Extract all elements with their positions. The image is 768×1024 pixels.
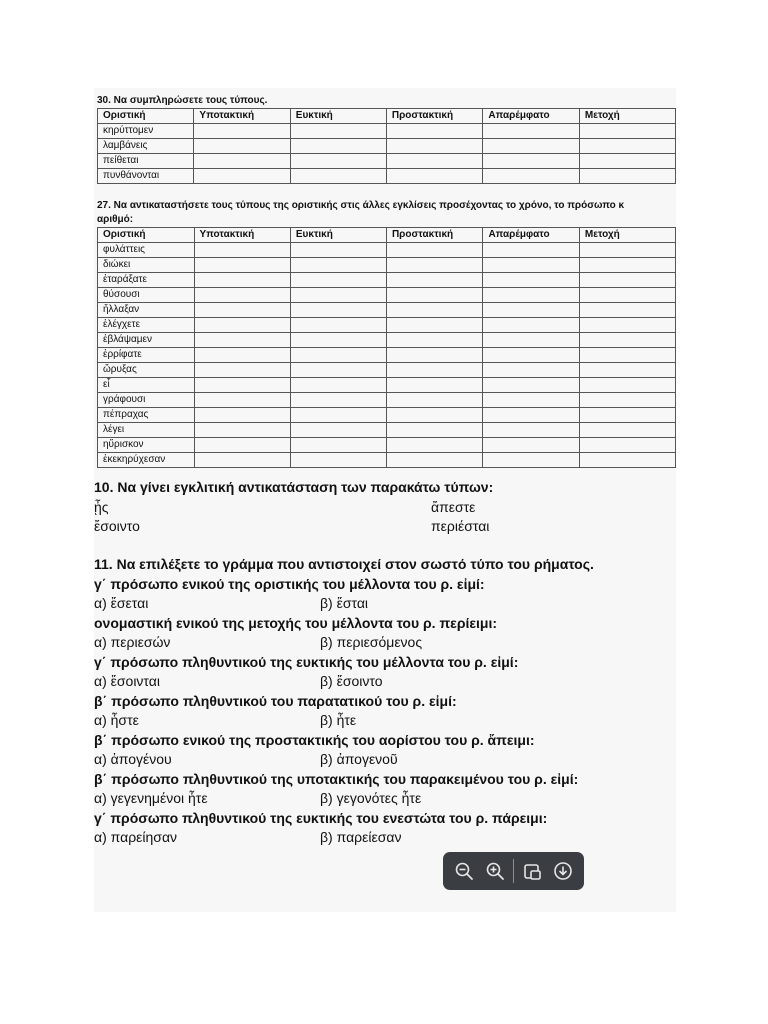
blank-answer-cell xyxy=(483,453,579,468)
blank-answer-cell xyxy=(290,139,386,154)
table-row xyxy=(98,423,676,438)
blank-answer-cell xyxy=(386,423,482,438)
blank-answer-cell xyxy=(483,408,579,423)
download-icon xyxy=(553,861,573,881)
blank-answer-cell xyxy=(579,243,675,258)
blank-answer-cell xyxy=(290,318,386,333)
blank-answer-cell xyxy=(194,154,290,169)
verb-form-cell: πέπραχας xyxy=(98,408,195,423)
blank-answer-cell xyxy=(386,348,482,363)
blank-answer-cell xyxy=(290,423,386,438)
table-header-cell: Ευκτική xyxy=(290,109,386,124)
blank-answer-cell xyxy=(579,423,675,438)
ex11-question: γ΄ πρόσωπο πληθυντικού της ευκτικής του μέλλοντα του ρ. εἰμί: xyxy=(94,654,519,670)
ex11-question: γ΄ πρόσωπο ενικού της οριστικής του μέλλοντα του ρ. εἰμί: xyxy=(94,576,485,592)
ex11-question: γ΄ πρόσωπο πληθυντικού της ευκτικής του ενεστώτα του ρ. πάρειμι: xyxy=(94,810,548,826)
blank-answer-cell xyxy=(483,243,579,258)
blank-answer-cell xyxy=(194,378,290,393)
blank-answer-cell xyxy=(386,393,482,408)
table-row xyxy=(98,333,676,348)
blank-answer-cell xyxy=(483,124,580,139)
blank-answer-cell xyxy=(194,273,290,288)
ex10-left-1: ᾖς xyxy=(94,499,109,515)
blank-answer-cell xyxy=(290,378,386,393)
verb-form-cell: πείθεται xyxy=(98,154,194,169)
exercise-27-title-line2: αριθμό: xyxy=(97,214,134,225)
table-row xyxy=(98,169,676,184)
ex11-option-a: α) παρείησαν xyxy=(94,829,178,845)
ex10-left-2: ἔσοιντο xyxy=(94,518,140,534)
blank-answer-cell xyxy=(194,124,290,139)
exercise-10-title: 10. Να γίνει εγκλιτική αντικατάσταση των παρακάτω τύπων: xyxy=(94,479,494,495)
blank-answer-cell xyxy=(386,124,483,139)
table-header-cell: Μετοχή xyxy=(579,228,675,243)
blank-answer-cell xyxy=(194,423,290,438)
blank-answer-cell xyxy=(483,378,579,393)
ex11-option-a: α) ἔσεται xyxy=(94,595,149,611)
zoom-out-icon xyxy=(454,861,474,881)
verb-form-cell: λαμβάνεις xyxy=(98,139,194,154)
ex11-option-b: β) γεγονότες ἦτε xyxy=(320,790,422,806)
download-button[interactable] xyxy=(550,858,576,884)
blank-answer-cell xyxy=(386,333,482,348)
blank-answer-cell xyxy=(483,303,579,318)
blank-answer-cell xyxy=(290,273,386,288)
blank-answer-cell xyxy=(483,438,579,453)
ex11-option-a: α) ἔσοινται xyxy=(94,673,160,689)
blank-answer-cell xyxy=(579,139,675,154)
table-header-cell: Απαρέμφατο xyxy=(483,228,579,243)
blank-answer-cell xyxy=(483,348,579,363)
table-header-cell: Υποτακτική xyxy=(194,109,290,124)
verb-form-cell: ὤρυξας xyxy=(98,363,195,378)
blank-answer-cell xyxy=(579,453,675,468)
blank-answer-cell xyxy=(579,318,675,333)
blank-answer-cell xyxy=(194,453,290,468)
ex11-question: β΄ πρόσωπο ενικού της προστακτικής του αορίστου του ρ. ἄπειμι: xyxy=(94,732,535,748)
blank-answer-cell xyxy=(386,318,482,333)
table-row xyxy=(98,243,676,258)
blank-answer-cell xyxy=(579,393,675,408)
ex11-option-a: α) γεγενημένοι ἦτε xyxy=(94,790,208,806)
verb-form-cell: φυλάττεις xyxy=(98,243,195,258)
verb-form-cell: γράφουσι xyxy=(98,393,195,408)
table-row xyxy=(98,273,676,288)
blank-answer-cell xyxy=(194,258,290,273)
verb-form-cell: κηρύττομεν xyxy=(98,124,194,139)
document-page xyxy=(94,88,676,912)
ex11-option-b: β) παρείεσαν xyxy=(320,829,402,845)
blank-answer-cell xyxy=(386,139,483,154)
verb-form-cell: ἤλλαξαν xyxy=(98,303,195,318)
blank-answer-cell xyxy=(386,288,482,303)
verb-form-cell: πυνθάνονται xyxy=(98,169,194,184)
exercise-30-title: 30. Να συμπληρώσετε τους τύπους. xyxy=(97,95,268,106)
exercise-27-title-line1: 27. Να αντικαταστήσετε τους τύπους της οριστικής στις άλλες εγκλίσεις προσέχοντας το χρόνο, το πρόσωπο κ xyxy=(97,200,625,211)
table-row xyxy=(98,258,676,273)
blank-answer-cell xyxy=(194,393,290,408)
table-header-cell: Οριστική xyxy=(98,228,195,243)
table-row xyxy=(98,363,676,378)
blank-answer-cell xyxy=(386,363,482,378)
blank-answer-cell xyxy=(290,124,386,139)
blank-answer-cell xyxy=(579,408,675,423)
blank-answer-cell xyxy=(290,258,386,273)
blank-answer-cell xyxy=(579,333,675,348)
blank-answer-cell xyxy=(194,438,290,453)
blank-answer-cell xyxy=(386,378,482,393)
ex11-option-a: α) περιεσών xyxy=(94,634,171,650)
blank-answer-cell xyxy=(579,378,675,393)
blank-answer-cell xyxy=(194,333,290,348)
table-header-cell: Οριστική xyxy=(98,109,194,124)
blank-answer-cell xyxy=(579,273,675,288)
toolbar-divider xyxy=(513,859,514,883)
table-header-cell: Προστακτική xyxy=(386,228,482,243)
exercise-27-table xyxy=(97,227,676,468)
ex11-option-a: α) ἦστε xyxy=(94,712,139,728)
verb-form-cell: ἐκεκηρύχεσαν xyxy=(98,453,195,468)
verb-form-cell: εἶ xyxy=(98,378,195,393)
blank-answer-cell xyxy=(290,348,386,363)
blank-answer-cell xyxy=(290,408,386,423)
table-row xyxy=(98,348,676,363)
blank-answer-cell xyxy=(483,423,579,438)
viewer-toolbar xyxy=(443,852,584,890)
blank-answer-cell xyxy=(386,169,483,184)
blank-answer-cell xyxy=(483,393,579,408)
table-row xyxy=(98,303,676,318)
blank-answer-cell xyxy=(194,139,290,154)
verb-form-cell: ἐρρίφατε xyxy=(98,348,195,363)
blank-answer-cell xyxy=(483,258,579,273)
blank-answer-cell xyxy=(483,318,579,333)
blank-answer-cell xyxy=(579,258,675,273)
ex11-question: ονομαστική ενικού της μετοχής του μέλλοντα του ρ. περίειμι: xyxy=(94,615,498,631)
table-row xyxy=(98,393,676,408)
blank-answer-cell xyxy=(386,438,482,453)
table-header-cell: Απαρέμφατο xyxy=(483,109,580,124)
zoom-in-button[interactable] xyxy=(482,858,508,884)
exercise-11-title: 11. Να επιλέξετε το γράμμα που αντιστοιχεί στον σωστό τύπο του ρήματος. xyxy=(94,556,594,572)
blank-answer-cell xyxy=(290,333,386,348)
blank-answer-cell xyxy=(290,303,386,318)
verb-form-cell: θύσουσι xyxy=(98,288,195,303)
ex11-option-a: α) ἀπογένου xyxy=(94,751,172,767)
table-row xyxy=(98,139,676,154)
verb-form-cell: ηὕρισκον xyxy=(98,438,195,453)
blank-answer-cell xyxy=(579,288,675,303)
blank-answer-cell xyxy=(483,288,579,303)
blank-answer-cell xyxy=(579,303,675,318)
table-header-cell: Μετοχή xyxy=(579,109,675,124)
ex11-option-b: β) ἦτε xyxy=(320,712,357,728)
blank-answer-cell xyxy=(483,273,579,288)
blank-answer-cell xyxy=(483,363,579,378)
table-row xyxy=(98,154,676,169)
verb-form-cell: λέγει xyxy=(98,423,195,438)
blank-answer-cell xyxy=(579,348,675,363)
table-row xyxy=(98,318,676,333)
blank-answer-cell xyxy=(290,453,386,468)
blank-answer-cell xyxy=(290,154,386,169)
table-row xyxy=(98,453,676,468)
blank-answer-cell xyxy=(386,303,482,318)
share-button[interactable] xyxy=(519,858,545,884)
blank-answer-cell xyxy=(290,288,386,303)
blank-answer-cell xyxy=(290,438,386,453)
blank-answer-cell xyxy=(194,169,290,184)
table-row xyxy=(98,438,676,453)
blank-answer-cell xyxy=(579,169,675,184)
table-header-cell: Ευκτική xyxy=(290,228,386,243)
ex11-question: β΄ πρόσωπο πληθυντικού της υποτακτικής του παρακειμένου του ρ. εἰμί: xyxy=(94,771,579,787)
blank-answer-cell xyxy=(483,154,580,169)
blank-answer-cell xyxy=(290,393,386,408)
blank-answer-cell xyxy=(290,169,386,184)
blank-answer-cell xyxy=(194,363,290,378)
blank-answer-cell xyxy=(483,169,580,184)
verb-form-cell: ἐβλάψαμεν xyxy=(98,333,195,348)
share-icon xyxy=(522,861,542,881)
blank-answer-cell xyxy=(386,243,482,258)
blank-answer-cell xyxy=(386,258,482,273)
blank-answer-cell xyxy=(386,408,482,423)
blank-answer-cell xyxy=(579,154,675,169)
table-row xyxy=(98,124,676,139)
table-header-cell: Υποτακτική xyxy=(194,228,290,243)
blank-answer-cell xyxy=(194,288,290,303)
table-header-cell: Προστακτική xyxy=(386,109,483,124)
blank-answer-cell xyxy=(483,333,579,348)
ex11-option-b: β) ἔσοιντο xyxy=(320,673,383,689)
blank-answer-cell xyxy=(194,348,290,363)
blank-answer-cell xyxy=(579,363,675,378)
blank-answer-cell xyxy=(579,438,675,453)
ex11-question: β΄ πρόσωπο πληθυντικού του παρατατικού του ρ. εἰμί: xyxy=(94,693,457,709)
blank-answer-cell xyxy=(290,243,386,258)
blank-answer-cell xyxy=(386,154,483,169)
ex10-right-1: ἄπεστε xyxy=(431,499,476,515)
zoom-out-button[interactable] xyxy=(451,858,477,884)
exercise-30-table xyxy=(97,108,676,184)
ex10-right-2: περιέσται xyxy=(431,518,490,534)
ex11-option-b: β) ἔσται xyxy=(320,595,369,611)
blank-answer-cell xyxy=(194,303,290,318)
blank-answer-cell xyxy=(483,139,580,154)
table-row xyxy=(98,378,676,393)
table-row xyxy=(98,408,676,423)
verb-form-cell: διώκει xyxy=(98,258,195,273)
table-row xyxy=(98,288,676,303)
blank-answer-cell xyxy=(194,243,290,258)
verb-form-cell: ἐλέγχετε xyxy=(98,318,195,333)
blank-answer-cell xyxy=(194,408,290,423)
zoom-in-icon xyxy=(485,861,505,881)
blank-answer-cell xyxy=(386,273,482,288)
blank-answer-cell xyxy=(386,453,482,468)
blank-answer-cell xyxy=(194,318,290,333)
ex11-option-b: β) περιεσόμενος xyxy=(320,634,423,650)
verb-form-cell: ἐταράξατε xyxy=(98,273,195,288)
blank-answer-cell xyxy=(290,363,386,378)
ex11-option-b: β) ἀπογενοῦ xyxy=(320,751,398,767)
blank-answer-cell xyxy=(579,124,675,139)
